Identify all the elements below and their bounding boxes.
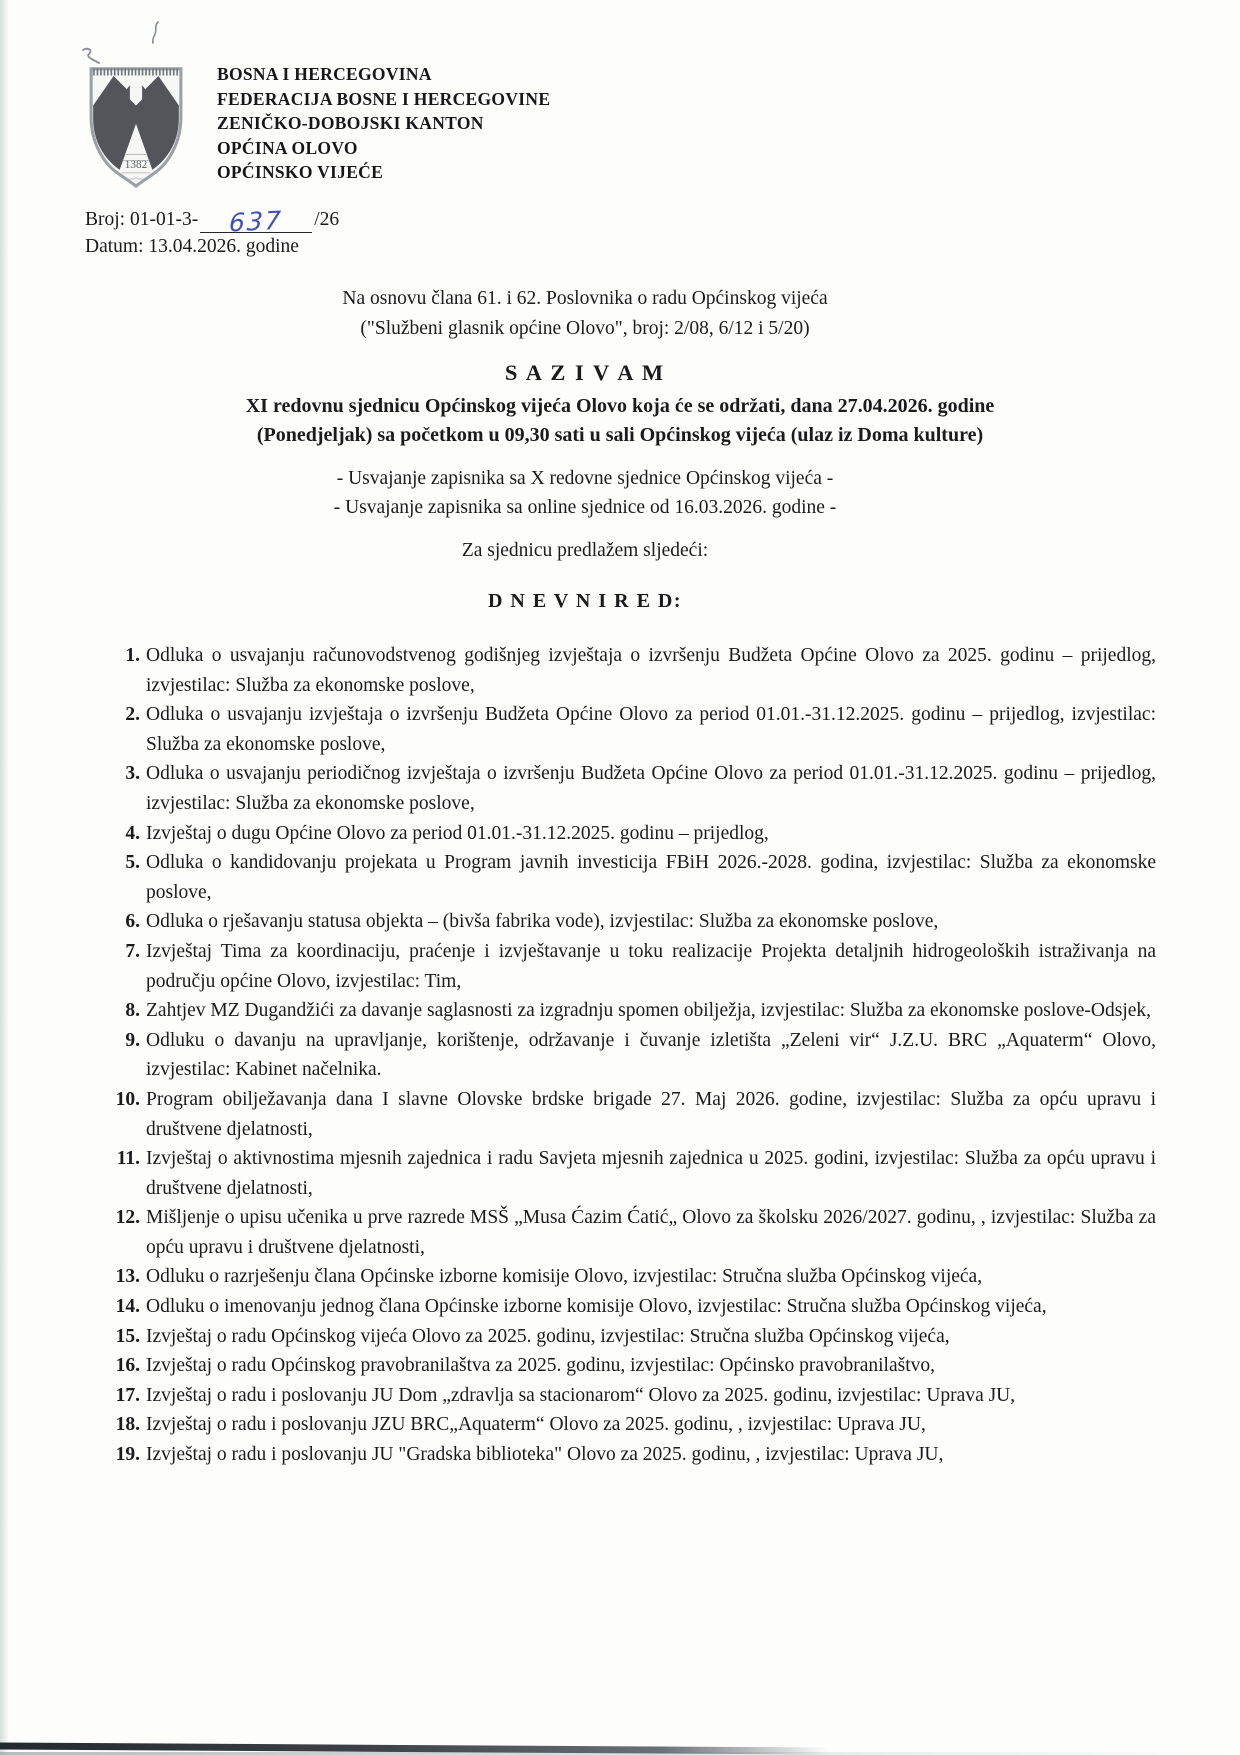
agenda-item-number: 9.	[125, 1029, 140, 1051]
agenda-item	[106, 819, 1156, 849]
institution-title-block	[217, 58, 550, 185]
agenda-item-number: 7.	[125, 940, 140, 962]
handwritten-number: 637	[228, 205, 284, 238]
institution-line: OPĆINSKO VIJEĆE	[217, 162, 384, 183]
agenda-item	[106, 1262, 1156, 1292]
session-announcement-line: XI redovnu sjednicu Općinskog vijeća Olovo koja će se održati, dana 27.04.2026. godine	[245, 395, 995, 417]
agenda-item-text: Program obilježavanja dana I slavne Olovske brdske brigade 27. Maj 2026. godine, izvjestilac: Služba za opću upravu i društvene djelatnosti,	[146, 1088, 1156, 1140]
agenda-item-text: Zahtjev MZ Dugandžići za davanje saglasnosti za izgradnju spomen obilježja, izvjestilac: Služba za ekonomske poslove-Odsjek,	[146, 1000, 1152, 1022]
minutes-adoption-line: - Usvajanje zapisnika sa X redovne sjednice Općinskog vijeća -	[336, 468, 834, 489]
document-date: Datum: 13.04.2026. godine	[85, 236, 299, 257]
agenda-item-number: 12.	[115, 1207, 140, 1229]
agenda-item-text: Odluka o usvajanju izvještaja o izvršenju Budžeta Općine Olovo za period 01.01.-31.12.2025. godinu – prijedlog, izvjestilac: Služba za ekonomske poslove,	[146, 704, 1156, 755]
agenda-item-text: Odluku o imenovanju jednog člana Općinske izborne komisije Olovo, izvjestilac: Stručna služba Općinskog vijeća,	[146, 1296, 1047, 1318]
agenda-item-text: Mišljenje o upisu učenika u prve razrede MSŠ „Musa Ćazim Ćatić„ Olovo za školsku 2026/2027. godinu, , izvjestilac: Služba za opću upravu i društvene djelatnosti,	[146, 1207, 1156, 1258]
agenda-item	[106, 1322, 1156, 1352]
agenda-item-text: Izvještaj o radu i poslovanju JZU BRC„Aquaterm“ Olovo za 2025. godinu, , izvjestilac: Uprava JU,	[146, 1414, 926, 1436]
institution-line: OPĆINA OLOVO	[217, 137, 358, 158]
agenda-item	[106, 700, 1156, 759]
agenda-item	[106, 1144, 1156, 1203]
agenda-item	[106, 937, 1156, 996]
reference-block	[85, 206, 339, 260]
agenda-item-text: Odluka o kandidovanju projekata u Program javnih investicija FBiH 2026.-2028. godina, izvjestilac: Služba za ekonomske poslove,	[146, 852, 1156, 903]
agenda-item-text: Izvještaj o dugu Općine Olovo za period 01.01.-31.12.2025. godinu – prijedlog,	[146, 822, 769, 844]
document-number-blank-line	[200, 205, 312, 238]
agenda-item-text: Odluku o razrješenju člana Općinske izborne komisije Olovo, izvjestilac: Stručna služba Općinskog vijeća,	[146, 1266, 983, 1288]
agenda-heading: D N E V N I R E D:	[487, 590, 683, 612]
agenda-item	[106, 1292, 1156, 1322]
minutes-adoption	[0, 464, 1170, 522]
agenda-item	[106, 1381, 1156, 1411]
agenda-item-text: Izvještaj o radu Općinskog vijeća Olovo za 2025. godinu, izvjestilac: Stručna služba Općinskog vijeća,	[146, 1325, 950, 1347]
agenda-item-text: Odluka o rješavanju statusa objekta – (bivša fabrika vode), izvjestilac: Služba za ekonomske poslove,	[146, 911, 939, 933]
session-announcement	[0, 392, 1240, 449]
document-number-suffix: /26	[314, 209, 340, 230]
agenda-item-text: Izvještaj Tima za koordinaciju, praćenje i izvještavanje u toku realizacije Projekta detaljnih hidrogeoloških istraživanja na području općine Olovo, izvjestilac: Tim,	[146, 940, 1156, 992]
minutes-adoption-line: - Usvajanje zapisnika sa online sjednice od 16.03.2026. godine -	[333, 497, 837, 518]
legal-basis-line: ("Službeni glasnik općine Olovo", broj: 2/08, 6/12 i 5/20)	[360, 318, 810, 339]
agenda-item-number: 14.	[115, 1296, 140, 1318]
agenda-item-number: 3.	[125, 763, 140, 785]
agenda-item-number: 11.	[116, 1148, 140, 1170]
agenda-item	[106, 907, 1156, 937]
agenda-item-number: 13.	[115, 1266, 140, 1288]
document-number-row	[85, 205, 340, 238]
coat-of-arms-year: 1382	[124, 158, 148, 171]
pen-squiggle-mark	[148, 20, 166, 46]
agenda-item-text: Odluka o usvajanju periodičnog izvještaja o izvršenju Budžeta Općine Olovo za period 01.01.-31.12.2025. godinu – prijedlog, izvjestilac: Služba za ekonomske poslove,	[146, 763, 1156, 814]
proposal-line: Za sjednicu predlažem sljedeći:	[461, 540, 709, 561]
legal-basis-line: Na osnovu člana 61. i 62. Poslovnika o radu Općinskog vijeća	[342, 288, 828, 309]
agenda-item-number: 10.	[115, 1088, 140, 1110]
agenda-item-number: 18.	[115, 1414, 140, 1436]
institution-line: FEDERACIJA BOSNE I HERCEGOVINE	[217, 88, 551, 109]
agenda-item-number: 15.	[115, 1325, 140, 1347]
olovo-coat-of-arms-icon	[85, 58, 187, 200]
agenda-item-text: Izvještaj o aktivnostima mjesnih zajednica i radu Savjeta mjesnih zajednica u 2025. godini, izvjestilac: Služba za opću upravu i društvene djelatnosti,	[146, 1148, 1156, 1199]
agenda-item	[106, 641, 1156, 700]
agenda-item	[106, 996, 1156, 1026]
agenda-item	[106, 1026, 1156, 1085]
document-header	[85, 58, 550, 200]
institution-line: ZENIČKO-DOBOJSKI KANTON	[217, 113, 484, 134]
agenda-item-number: 6.	[125, 911, 140, 933]
document-number-label: Broj: 01-01-3-	[85, 209, 199, 230]
agenda-item	[106, 1203, 1156, 1262]
agenda-item	[106, 1351, 1156, 1381]
agenda-item-text: Izvještaj o radu i poslovanju JU Dom „zdravlja sa stacionarom“ Olovo za 2025. godinu, izvjestilac: Uprava JU,	[146, 1384, 1016, 1406]
agenda-item-number: 8.	[125, 1000, 140, 1022]
agenda-item-number: 16.	[115, 1355, 140, 1377]
agenda-list	[106, 641, 1156, 1470]
agenda-item	[106, 759, 1156, 818]
agenda-item-text: Odluku o davanju na upravljanje, korištenje, održavanje i čuvanje izletišta „Zeleni vir“ J.Z.U. BRC „Aquaterm“ Olovo, izvjestilac: Kabinet načelnika.	[146, 1029, 1156, 1081]
agenda-item-number: 4.	[125, 822, 140, 844]
scan-left-edge	[0, 0, 9, 1755]
agenda-item	[106, 1440, 1156, 1470]
agenda-item-number: 5.	[125, 852, 140, 874]
agenda-item-number: 2.	[125, 704, 140, 726]
institution-line: BOSNA I HERCEGOVINA	[217, 64, 432, 84]
agenda-item-text: Odluka o usvajanju računovodstvenog godišnjeg izvještaja o izvršenju Budžeta Općine Olovo za 2025. godinu – prijedlog, izvjestilac: Služba za ekonomske poslove,	[146, 645, 1156, 696]
agenda-item	[106, 1410, 1156, 1440]
agenda-item-text: Izvještaj o radu i poslovanju JU "Gradska biblioteka" Olovo za 2025. godinu, , izvjestilac: Uprava JU,	[146, 1444, 944, 1466]
agenda-item	[106, 1085, 1156, 1144]
agenda-item-number: 1.	[125, 645, 140, 666]
agenda-item-number: 19.	[115, 1444, 140, 1466]
agenda-item	[106, 848, 1156, 907]
convocation-title: S A Z I V A M	[504, 360, 666, 385]
session-announcement-line: (Ponedjeljak) sa početkom u 09,30 sati u sali Općinskog vijeća (ulaz iz Doma kulture)	[256, 423, 984, 446]
agenda-item-text: Izvještaj o radu Općinskog pravobranilaštva za 2025. godinu, izvjestilac: Općinsko pravobranilaštvo,	[146, 1355, 935, 1377]
agenda-item-number: 17.	[115, 1384, 140, 1406]
legal-basis	[0, 284, 1170, 344]
